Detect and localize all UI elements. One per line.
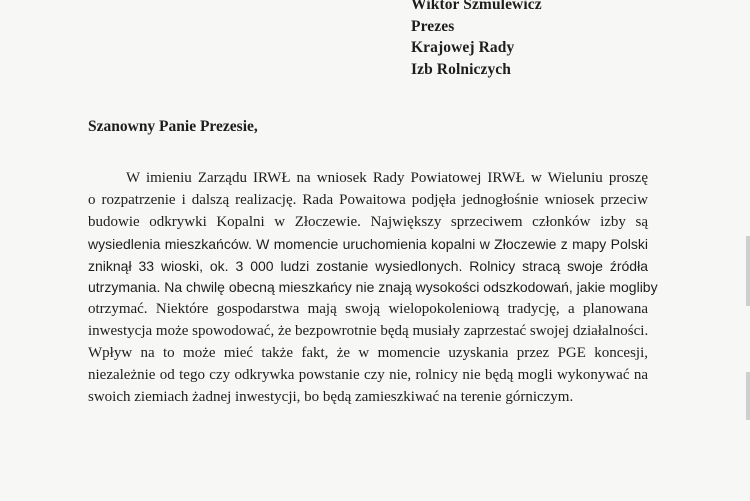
body-line: swoich ziemiach żadnej inwestycji, bo będą zamieszkiwać na terenie górniczym. <box>88 388 574 405</box>
scan-edge-mark <box>746 236 750 306</box>
body-line: inwestycja może spowodować, że bezpowrotnie będą musiały zaprzestać swojej działalności. <box>88 323 649 340</box>
recipient-organization-line1: Krajowej Rady <box>411 39 515 56</box>
body-line: zniknął 33 wioski, ok. 3 000 ludzi zostanie wysiedlonych. Rolnicy stracą swoje źródła <box>88 257 648 274</box>
recipient-organization-line2: Izb Rolniczych <box>411 60 511 78</box>
body-line: Wpływ na to może mieć także fakt, że w momencie uzyskania przez PGE koncesji, <box>88 345 648 362</box>
recipient-block <box>411 0 542 80</box>
body-line: utrzymania. Na chwilę obecną mieszkańcy nie znają wysokości odszkodowań, jakie mogliby <box>88 279 658 296</box>
body-line: budowie odkrywki Kopalni w Złoczewie. Największy sprzeciwem członków izby są <box>88 213 648 230</box>
body-line: W imieniu Zarządu IRWŁ na wniosek Rady Powiatowej IRWŁ w Wieluniu proszę <box>126 170 648 186</box>
scan-edge-mark <box>746 372 750 420</box>
recipient-name: Wiktor Szmulewicz <box>411 0 542 13</box>
salutation: Szanowny Panie Prezesie, <box>88 118 258 135</box>
body-line: o rozpatrzenie i dalszą realizację. Rada Powaitowa podjęła jednogłośnie wniosek przeciw <box>88 191 648 208</box>
letter-body <box>88 168 658 409</box>
recipient-title: Prezes <box>411 17 455 35</box>
body-line: wysiedlenia mieszkańców. W momencie uruchomienia kopalni w Złoczewie z mapy Polski <box>88 235 648 252</box>
body-line: niezależnie od tego czy odkrywka powstanie czy nie, rolnicy nie będą mogli wykonywać na <box>88 367 648 384</box>
body-line: otrzymać. Niektóre gospodarstwa mają swoją wielopokoleniową tradycję, a planowana <box>88 301 648 318</box>
